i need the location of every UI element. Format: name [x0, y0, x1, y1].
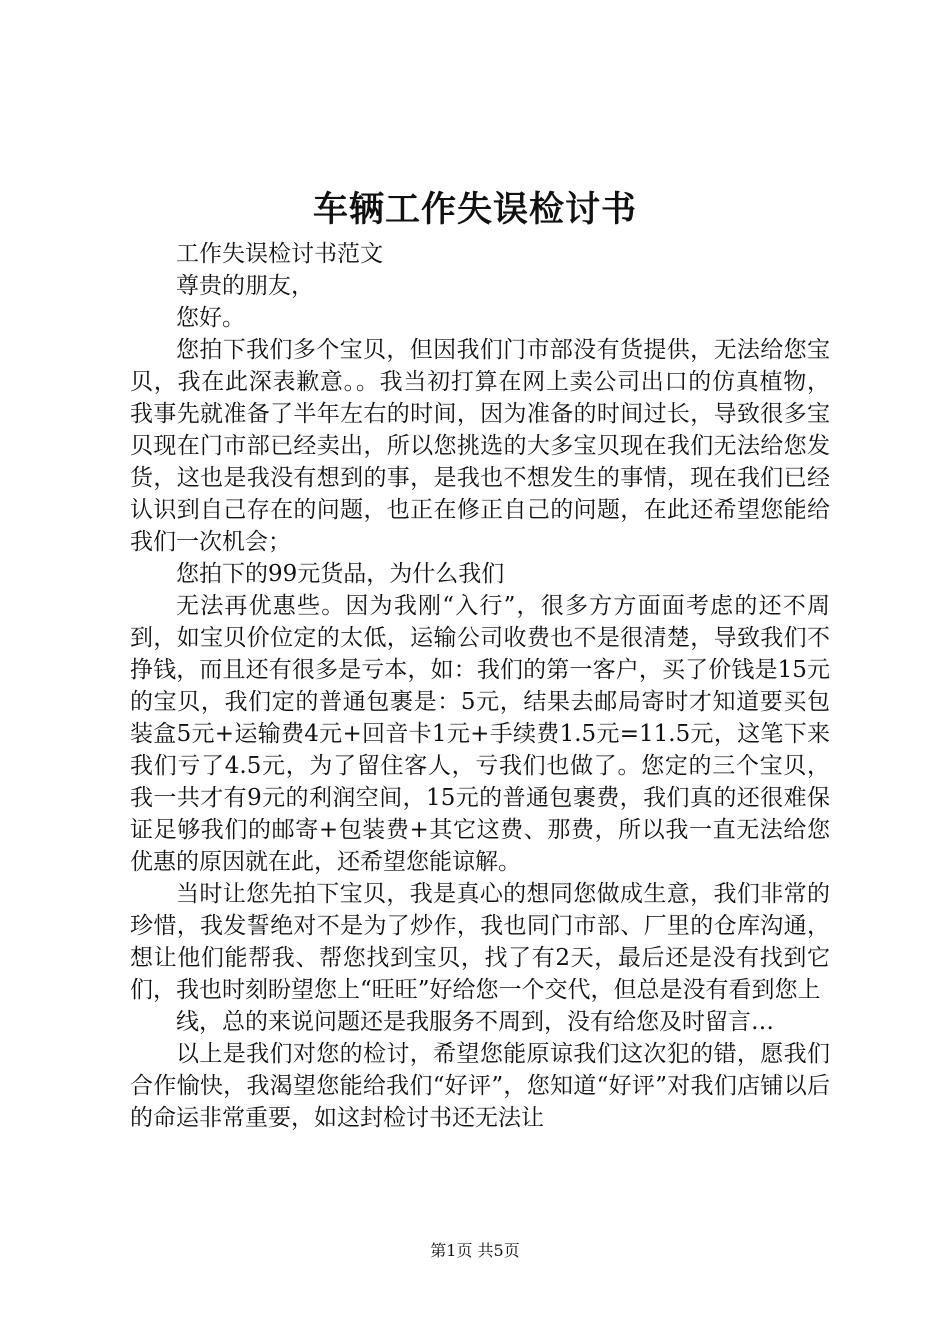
document-body — [130, 238, 830, 1134]
paragraph-service: 线，总的来说问题还是我服务不周到，没有给您及时留言… — [176, 1009, 774, 1035]
paragraph-price-question: 您拍下的99元货品，为什么我们 — [176, 561, 505, 587]
paragraph-cost-explanation: 无法再优惠些。因为我刚“入行”，很多方方面面考虑的还不周到，如宝贝价位定的太低，运输公司收费也不是很清楚，导致我们不挣钱，而且还有很多是亏本，如：我们的第一客户，买了价钱是15元的宝贝，我们定的普通包裹是：5元，结果去邮局寄时才知道要买包装盒5元+运输费4元+回音卡1元+手续费1.5元=11.5元，这笔下来我们亏了4.5元，为了留住客人，亏我们也做了。您定的三个宝贝，我一共才有9元的利润空间，15元的普通包裹费，我们真的还很难保证足够我们的邮寄+包装费+其它这费、那费，所以我一直无法给您优惠的原因就在此，还希望您能谅解。 — [130, 593, 830, 875]
paragraph-greeting: 您好。 — [176, 305, 245, 331]
paragraph-heading: 工作失误检讨书范文 — [176, 241, 383, 267]
page-footer: 第1页 共5页 — [430, 1241, 520, 1260]
paragraph-closing: 以上是我们对您的检讨，希望您能原谅我们这次犯的错，愿我们合作愉快，我渴望您能给我们“好评”，您知道“好评”对我们店铺以后的命运非常重要，如这封检讨书还无法让 — [130, 1041, 830, 1131]
paragraph-salutation: 尊贵的朋友， — [176, 273, 314, 299]
paragraph-apology: 您拍下我们多个宝贝，但因我们门市部没有货提供，无法给您宝贝，我在此深表歉意。。我当初打算在网上卖公司出口的仿真植物，我事先就准备了半年左右的时间，因为准备的时间过长，导致很多宝贝现在门市部已经卖出，所以您挑选的大多宝贝现在我们无法给您发货，这也是我没有想到的事，是我也不想发生的事情，现在我们已经认识到自己存在的问题，也正在修正自己的问题，在此还希望您能给我们一次机会； — [130, 337, 830, 555]
paragraph-sincerity: 当时让您先拍下宝贝，我是真心的想同您做成生意，我们非常的珍惜，我发誓绝对不是为了炒作，我也同门市部、厂里的仓库沟通，想让他们能帮我、帮您找到宝贝，找了有2天，最后还是没有找到它们，我也时刻盼望您上“旺旺”好给您一个交代，但总是没有看到您上 — [130, 881, 830, 1003]
page-title: 车辆工作失误检讨书 — [312, 189, 637, 230]
